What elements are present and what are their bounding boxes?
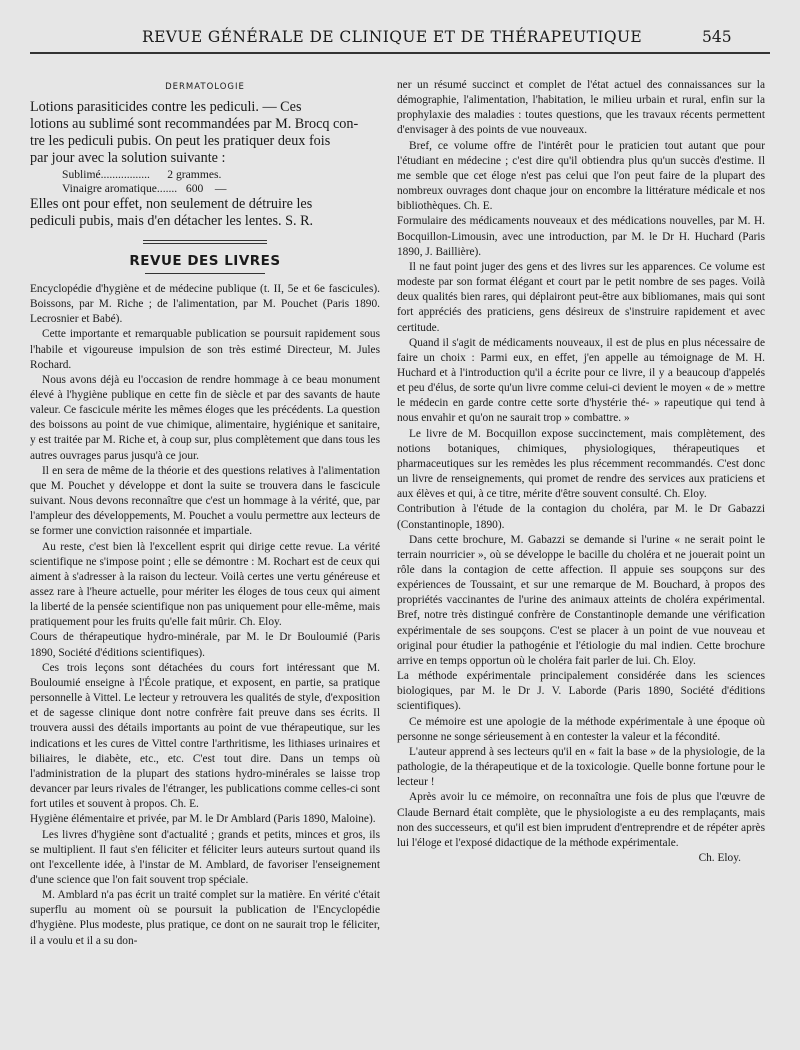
review-paragraph: L'auteur apprend à ses lecteurs qu'il en « fait la base » de la physiologie, de la pathologie, de la thérapeutique et de la toxicologie. Quelle bonne fortune pour le lecteur ! [397,745,765,789]
review-title: Hygiène élémentaire et privée, par M. le Dr Amblard (Paris 1890, Maloine). [30,813,376,826]
review-paragraph: Il ne faut point juger des gens et des livres sur les apparences. Ce volume est modeste par son format élégant et court par le petit nombre de ses pages. Voilà deux qualités bien rares, qui déplairont peut-être aux bibliomanes, mais qui sont fort appréciés des praticiens, gens désireux de s'instruire rapidement et avec certitude. [397,260,765,334]
section-dermatologie: DERMATOLOGIE [165,82,245,92]
review-title: Encyclopédie d'hygiène et de médecine publique (t. II, 5e et 6e fascicules). Boissons, par M. Riche ; de l'alimentation, par M. Pouchet (Paris 1890. Lecrosnier et Babé). [30,282,380,326]
dermatologie-line: par jour avec la solution suivante : [30,150,226,167]
review-paragraph: Nous avons déjà eu l'occasion de rendre hommage à ce beau monument élevé à l'hygiène publique en cette fin de siècle et par des savants de haute valeur. Ce fascicule mérite les mêmes éloges que les précédents. La question des boissons au point de vue chimique, alimentaire, hygiénique et sanitaire, y est traitée par M. Riche et, à coup sur, plus complètement que dans tous les autres ouvrages parus jusqu'à ce jour. [30,373,380,462]
closing-line: Elles ont pour effet, non seulement de détruire les [30,195,313,212]
review-paragraph: M. Amblard n'a pas écrit un traité complet sur la matière. En vérité c'était superflu au moment où se poursuit la publication de l'Encyclopédie d'hygiène. Plus modeste, plus pratique, ce dont on ne saurait trop le féliciter, il a voulu et il a su don- [30,889,380,947]
dermatologie-closing [30,196,380,230]
right-column [397,78,765,866]
dermatologie-paragraph [30,99,380,167]
review-paragraph: Les livres d'hygiène sont d'actualité ; grands et petits, minces et gros, ils se multiplient. Il faut s'en féliciter et féliciter leurs auteurs surtout quand ils ont l'excellente idée, à l'instar de M. Amblard, de favoriser l'enseignement d'une science que l'on fait souvent trop spéciale. [30,828,380,886]
revue-des-livres-heading: REVUE DES LIVRES [129,252,281,269]
left-column [30,78,380,949]
signature: Ch. Eloy. [698,851,741,864]
review-paragraph: Bref, ce volume offre de l'intérêt pour le praticien tout autant que pour l'étudiant en médecine ; c'est dire qu'il obtiendra plus qu'un succès d'estime. Il me semble que cet éloge n'est pas celui que l'on peut faire de la plupart des nombreux ouvrages dont chaque jour on encombre la littérature médicale et nos bibliothèques. Ch. E. [397,139,765,213]
recipe-line: Vinaigre aromatique....... 600 — [62,181,227,195]
review-paragraph: Le livre de M. Bocquillon expose succinctement, mais complètement, des notions botaniques, chimiques, physiologiques, thérapeutiques et pharmaceutiques sur les remèdes les plus récemment recommandés. C'est donc un livre de renseignements, qui promet de rendre des services aux praticiens et aux élèves et qui, à ce titre, mérite d'être souvent consulté. Ch. Eloy. [397,427,765,501]
right-paragraphs [397,78,765,866]
review-paragraph: Ces trois leçons sont détachées du cours fort intéressant que M. Bouloumié enseigne à l'École pratique, et exposent, en partie, sa pratique personnelle à Vittel. Le lecteur y retrouvera les qualités de style, d'exposition et de sagesse clinique dont notre confrère fait preuve dans ses écrits. Il trouvera aussi des détails importants au point de vue thérapeutique, sur les indications et les cures de Vittel contre l'arthritisme, les lithiases urinaires et biliaires, le diabète, etc., etc. C'est tout dire. Dans un temps où l'administration de la plupart des stations hydro-minérales se laisse trop devancer par leurs rivales de l'étranger, les publications comme celles-ci sont fort utiles et souvent à propos. Ch. E. [30,661,380,811]
review-paragraph: Après avoir lu ce mémoire, on reconnaîtra une fois de plus que l'œuvre de Claude Bernard était complète, que le physiologiste a eu des remplaçants, mais non des successeurs, et qu'il est bien imprudent d'entreprendre et de répéter après lui l'éloge et l'exposé didactique de la méthode expérimentale. [397,791,765,849]
review-paragraph: Il en sera de même de la théorie et des questions relatives à l'alimentation que M. Pouchet y développe et dont la suite se trouvera dans le fascicule suivant. Nous devons reconnaître que c'est un hommage à la vérité, que, par l'ampleur des développements, M. Pouchet a voulu permettre aux lecteurs de se former une conviction raisonnée et impartiale. [30,464,380,538]
review-paragraph: Au reste, c'est bien là l'excellent esprit qui dirige cette revue. La vérité scientifique ne s'impose point ; elle se démontre : M. Rochart est de ceux qui aiment à s'adresser à la raison du lecteur. Voilà certes une vertu généreuse et assez rare à l'heure actuelle, pour mériter les éloges de tous ceux qui aiment la liberté de la pensée scientifique non pas uniquement pour elle-même, mais pratiquement pour les fruits qu'elle fait mûrir. Ch. Eloy. [30,540,380,629]
header-rule [30,52,770,54]
running-header [0,28,800,54]
journal-title: REVUE GÉNÉRALE DE CLINIQUE ET DE THÉRAPEUTIQUE [142,28,643,46]
page-number: 545 [702,28,732,46]
heading-rule [145,273,265,274]
dermatologie-line: lotions au sublimé sont recommandées par M. Brocq con- [30,116,359,133]
review-paragraph: Cette importante et remarquable publication se poursuit rapidement sous l'habile et vigoureuse impulsion de son très estimé Directeur, M. Jules Rochard. [30,328,380,371]
review-paragraph: Dans cette brochure, M. Gabazzi se demande si l'urine « ne serait point le terrain nourricier », où se développe le bacille du choléra et ne jouerait point un rôle dans la contagion de cette affection. Il appuie ses soupçons sur des expériences de Toussaint, et sur une remarque de M. Bouchard, à propos des propriétés vaccinantes de l'urine des animaux atteints de choléra expérimental. Bref, notre très distingué confrère de Constantinople demande une vérification expérimentale de ses soupçons. C'est se placer à un point de vue nouveau et original pour étudier la pathogénie et l'étiologie du mal indien. Cette brochure arrive en temps opportun où le choléra fait parler de lui. Ch. Eloy. [397,533,765,667]
review-title: Contribution à l'étude de la contagion du choléra, par M. le Dr Gabazzi (Constantinople, 1890). [397,503,765,531]
left-paragraphs [30,282,380,949]
review-paragraph: Ce mémoire est une apologie de la méthode expérimentale à une époque où personne ne songe sérieusement à en contester la valeur et la fécondité. [397,715,765,743]
review-paragraph: Quand il s'agit de médicaments nouveaux, il est de plus en plus nécessaire de faire un choix : Parmi eux, en effet, j'en appelle au témoignage de M. H. Huchard et à l'introduction qu'il a écrite pour ce livre, il y a beaucoup d'appelés et peu d'élus, de sorte qu'un livre comme celui-ci devient le moyen « de » mettre le médecin en garde contre cette sorte d'hystérie thé- » rapeutique qui tend à nous envahir et qu'on ne saurait trop » combattre. » [397,336,765,425]
review-title: Cours de thérapeutique hydro-minérale, par M. le Dr Bouloumié (Paris 1890, Société d'éditions scientifiques). [30,631,380,659]
review-title: ner un résumé succinct et complet de l'état actuel des connaissances sur la démographie, l'alimentation, l'habitation, le milieu urbain et rural, enfin sur la prophylaxie des maladies : toutes questions, que les travaux récents permettent d'envisager à des points de vue nouveaux. [397,79,765,137]
double-rule [143,240,267,244]
recipe-line: Sublimé................. 2 grammes. [62,167,222,181]
review-title: Formulaire des médicaments nouveaux et des médications nouvelles, par M. H. Bocquillon-Limousin, avec une introduction, par M. le Dr H. Huchard (Paris 1890, J. Baillière). [397,215,765,258]
closing-line: pediculi pubis, mais d'en détacher les lentes. S. R. [30,212,314,229]
review-title: La méthode expérimentale principalement considérée dans les sciences biologiques, par M. le Dr J. V. Laborde (Paris 1890, Société d'éditions scientifiques). [397,670,765,713]
dermatologie-line: tre les pediculi pubis. On peut les pratiquer deux fois [30,133,331,150]
dermatologie-line: Lotions parasiticides contre les pediculi. — Ces [30,99,302,116]
